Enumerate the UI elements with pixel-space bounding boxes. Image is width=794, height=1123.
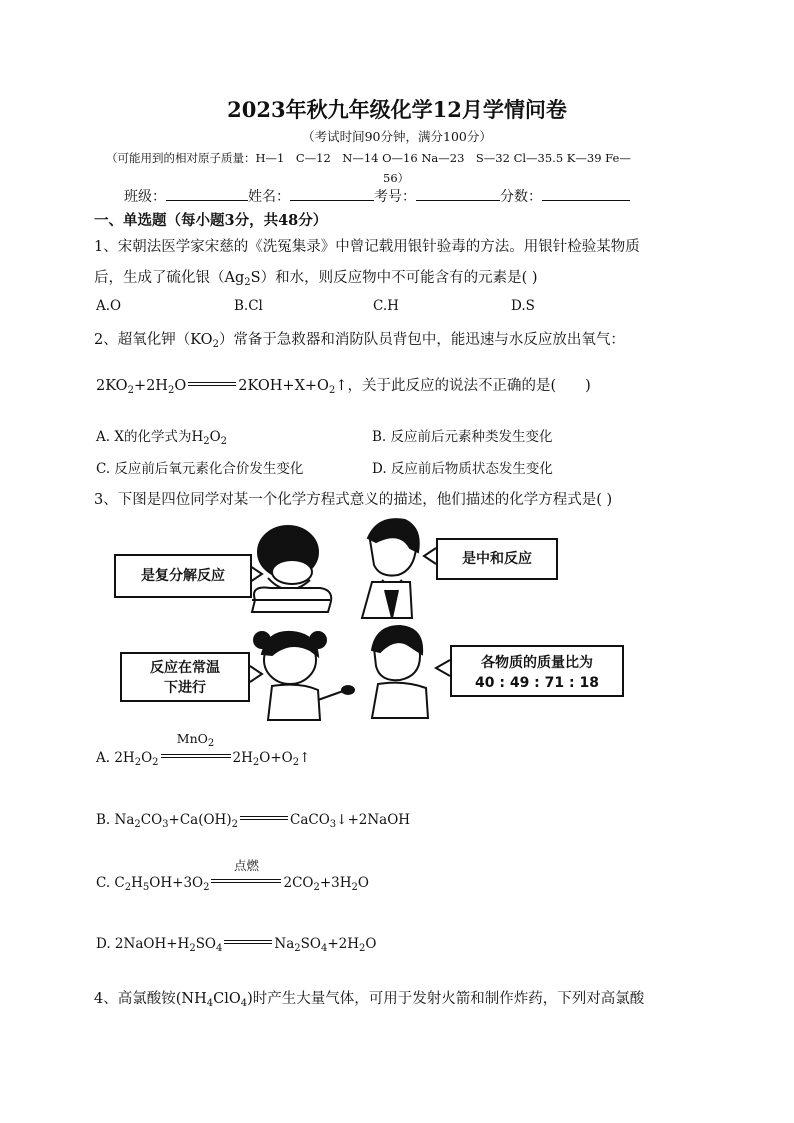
q3-option-c[interactable] xyxy=(96,858,369,893)
bubble3-tail xyxy=(250,666,262,682)
q3-optA-a: A. 2H xyxy=(96,750,135,766)
q4-line1 xyxy=(94,987,644,1008)
q3-optB-sub4: 3 xyxy=(329,819,337,830)
q2-optA-sub2: 2 xyxy=(220,436,228,447)
q2-eq-e: ↑，关于此反应的说法不正确的是( ) xyxy=(335,378,591,394)
bubble4-tail xyxy=(436,660,450,676)
bubble2-tail xyxy=(424,548,436,564)
q3-optC-cond xyxy=(209,858,283,891)
q4-text-a: 4、高氯酸铵(NH xyxy=(94,991,207,1007)
q1-line1: 1、宋朝法医学家宋慈的《洗冤集录》中曾记载用银针验毒的方法。用银针检验某物质 xyxy=(94,239,640,255)
q3-optA-cond-sub: 2 xyxy=(207,738,215,749)
q2-eq-sub2: 2 xyxy=(167,385,175,396)
q2-text-a: 2、超氧化钾（KO xyxy=(94,332,213,348)
number-label: 考号： xyxy=(374,189,416,205)
q3-optA-sub3: 2 xyxy=(252,757,260,768)
q3-optB-d: CaCO xyxy=(289,812,330,828)
person-top-right xyxy=(362,519,419,618)
q4-text-c: )时产生大量气体，可用于发射火箭和制作炸药，下列对高氯酸 xyxy=(247,991,645,1007)
q3-optA-sub2: 2 xyxy=(152,757,159,768)
equals-line xyxy=(211,879,281,883)
q3-optB-sub1: 2 xyxy=(134,819,141,830)
q1-text-b: S）和水，则反应物中不可能含有的元素是( ) xyxy=(250,270,538,286)
q3-optA-cond-text: MnO xyxy=(176,731,208,746)
q3-optD-e: +2H xyxy=(327,936,360,952)
q3-optB-sub2: 3 xyxy=(162,819,169,830)
q3-optC-sub2: 5 xyxy=(142,882,150,893)
q1-sub: 2 xyxy=(244,277,251,288)
atomic-masses-line1: （可能用到的相对原子质量：H—1 C—12 N—14 O—16 Na—23 S—32 Cl—35.5 K—39 Fe— xyxy=(106,151,631,165)
speech-bubble-2 xyxy=(436,538,558,580)
q4-text-b: ClO xyxy=(213,991,241,1007)
q2-option-b[interactable]: B. 反应前后元素种类发生变化 xyxy=(372,429,553,445)
q1-text-a: 后，生成了硫化银（Ag xyxy=(94,270,245,286)
section-title: 一、单选题（每小题3分，共48分） xyxy=(94,212,328,229)
q3-optC-sub1: 2 xyxy=(124,882,132,893)
q3-optB-a: B. Na xyxy=(96,812,135,828)
q3-optC-e: +3H xyxy=(319,875,352,891)
q3-optA-rhs: 2H xyxy=(232,750,253,766)
q3-optB-b: CO xyxy=(140,812,163,828)
speech-bubble-1 xyxy=(114,554,252,598)
q3-optA-sub1: 2 xyxy=(134,757,142,768)
q3-optA-sub4: 2 xyxy=(292,757,300,768)
q3-option-b[interactable] xyxy=(96,812,410,828)
q3-optC-cond-text: 点燃 xyxy=(233,858,259,873)
q2-optA-b: O xyxy=(209,429,221,445)
q2-eq-sub3: 2 xyxy=(328,385,336,396)
equals-arrow xyxy=(240,816,288,820)
q2-eq-d: 2KOH+X+O xyxy=(238,378,329,394)
equals-line xyxy=(161,754,231,758)
bubble4-line1: 各物质的质量比为 xyxy=(481,655,593,671)
person-top-left xyxy=(252,526,331,612)
q4-sub2: 4 xyxy=(240,998,248,1009)
q3-optA-rhs2: O+O xyxy=(259,750,293,766)
q3-optC-f: O xyxy=(357,875,369,891)
q3-optD-a: D. 2NaOH+H xyxy=(96,936,190,952)
q3-optD-c: Na xyxy=(274,936,295,952)
q3-optC-c: OH+3O xyxy=(149,875,204,891)
q3-optD-sub2: 4 xyxy=(216,943,223,954)
q1-option-a[interactable]: A.O xyxy=(96,298,122,314)
q1-option-c[interactable]: C.H xyxy=(373,298,399,314)
q3-optD-f: O xyxy=(365,936,377,952)
speech-bubble-4 xyxy=(450,645,624,697)
bubble3-line2: 下进行 xyxy=(164,680,206,696)
exam-title: 2023年秋九年级化学12月学情问卷 xyxy=(227,97,567,122)
q3-line1: 3、下图是四位同学对某一个化学方程式意义的描述，他们描述的化学方程式是( ) xyxy=(94,492,613,508)
q3-option-d[interactable] xyxy=(96,936,376,952)
q4-sub1: 4 xyxy=(206,998,214,1009)
q2-option-c[interactable]: C. 反应前后氧元素化合价发生变化 xyxy=(96,461,304,477)
q2-optA-sub1: 2 xyxy=(203,436,210,447)
q1-option-d[interactable]: D.S xyxy=(511,298,535,314)
q3-optC-d: 2CO xyxy=(283,875,314,891)
q3-optC-sub5: 2 xyxy=(351,882,358,893)
q3-optD-b: SO xyxy=(195,936,217,952)
q3-optC-sub4: 2 xyxy=(313,882,320,893)
q3-optB-c: +Ca(OH) xyxy=(168,812,232,828)
q3-optC-sub3: 2 xyxy=(203,882,210,893)
q3-optA-end: ↑ xyxy=(299,750,311,766)
person-bottom-right xyxy=(372,626,428,718)
q3-optD-sub5: 2 xyxy=(359,943,366,954)
q3-optD-sub1: 2 xyxy=(189,943,196,954)
exam-info: （考试时间90分钟，满分100分） xyxy=(302,129,492,144)
q2-eq-b: +2H xyxy=(133,378,168,394)
atomic-masses-line2: 56） xyxy=(383,171,410,185)
q2-text-b: ）常备于急救器和消防队员背包中，能迅速与水反应放出氧气： xyxy=(218,332,625,348)
bubble2-text: 是中和反应 xyxy=(462,551,532,567)
q3-optA-cond xyxy=(159,731,233,766)
q1-option-b[interactable]: B.Cl xyxy=(234,298,263,314)
q3-optB-e: ↓+2NaOH xyxy=(336,812,411,828)
person-bottom-left xyxy=(254,632,354,720)
q3-optC-a: C. C xyxy=(96,875,125,891)
name-label: 姓名： xyxy=(248,189,290,205)
bubble1-text: 是复分解反应 xyxy=(141,568,225,584)
q2-eq-c: O xyxy=(174,378,187,394)
q2-option-d[interactable]: D. 反应前后物质状态发生变化 xyxy=(372,461,553,477)
bubble4-line2: 40 : 49 : 71 : 18 xyxy=(475,675,599,691)
q2-eq-sub1: 2 xyxy=(127,385,134,396)
q3-optC-b: H xyxy=(131,875,143,891)
equals-arrow xyxy=(224,940,272,944)
q3-optD-d: SO xyxy=(300,936,321,952)
q3-optD-sub4: 4 xyxy=(320,943,328,954)
q2-sub: 2 xyxy=(212,339,219,350)
bubble3-line1: 反应在常温 xyxy=(150,660,220,676)
score-label: 分数： xyxy=(500,189,542,205)
class-label: 班级： xyxy=(124,189,166,205)
speech-bubble-3 xyxy=(120,652,250,702)
q3-optD-sub3: 2 xyxy=(294,943,301,954)
q3-optB-sub3: 2 xyxy=(231,819,238,830)
q2-eq-a: 2KO xyxy=(96,378,128,394)
q2-optA-a: A. X的化学式为H xyxy=(96,429,204,445)
q3-option-a[interactable]: A. $2H_2O_2$ MnO$_2$ $2H_2O+O_2↑$ xyxy=(96,731,311,768)
